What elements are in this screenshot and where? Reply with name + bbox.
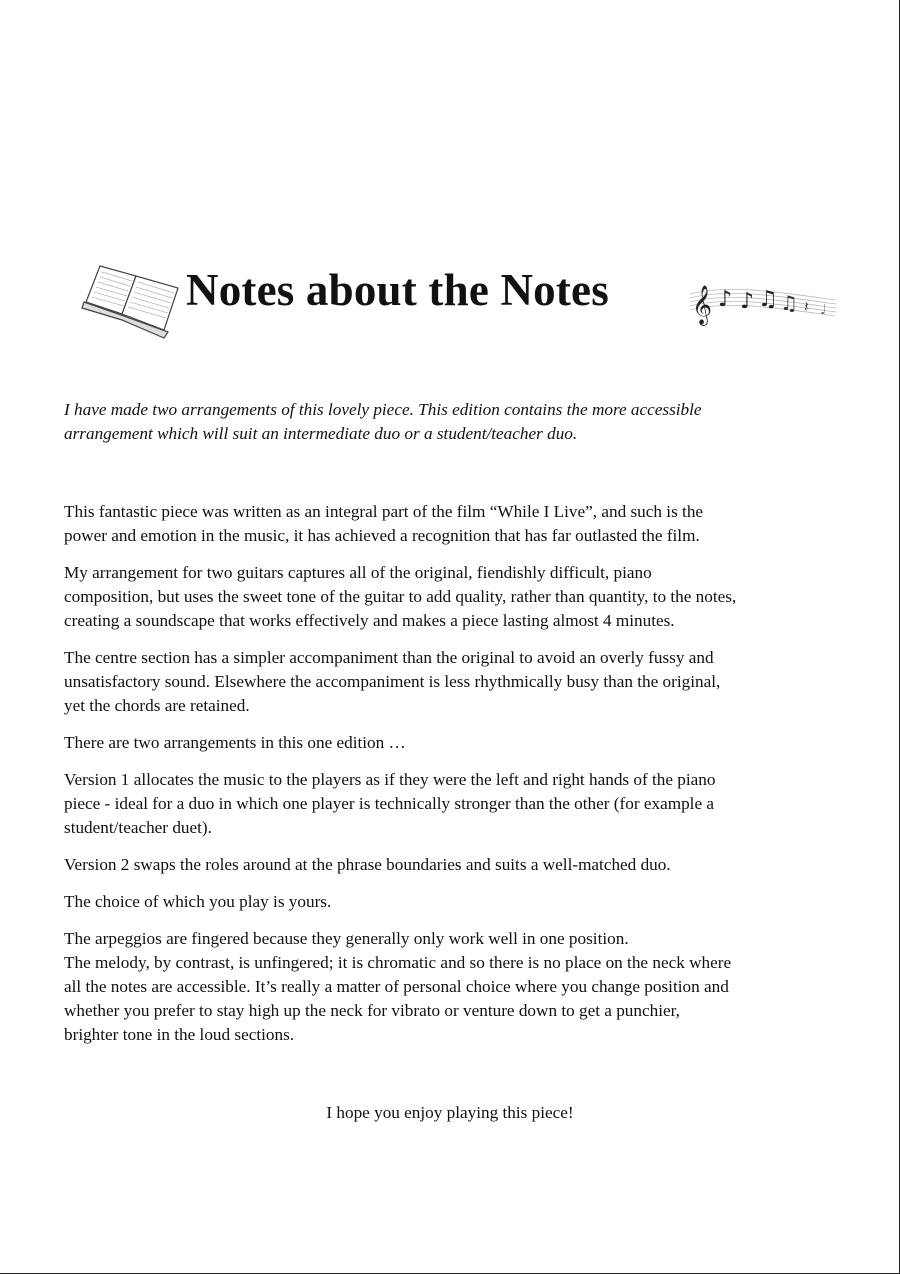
page-title: Notes about the Notes [186, 265, 609, 315]
intro-paragraph [64, 398, 844, 446]
paragraph-choice [64, 890, 854, 914]
intro-line: arrangement which will suit an intermediate duo or a student/teacher duo. [64, 424, 578, 443]
text-line: Version 2 swaps the roles around at the phrase boundaries and suits a well-matched duo. [64, 855, 671, 874]
text-line: power and emotion in the music, it has achieved a recognition that has far outlasted the film. [64, 526, 700, 545]
text-line: My arrangement for two guitars captures all of the original, fiendishly difficult, piano [64, 563, 652, 582]
text-line: brighter tone in the loud sections. [64, 1025, 295, 1044]
text-line: The choice of which you play is yours. [64, 892, 332, 911]
svg-text:♩: ♩ [820, 302, 827, 318]
intro-line: I have made two arrangements of this lovely piece. This edition contains the more accessible [64, 400, 702, 419]
text-line: The arpeggios are fingered because they generally only work well in one position. [64, 929, 629, 948]
page-header [78, 256, 838, 348]
svg-text:♪: ♪ [740, 289, 755, 314]
svg-text:𝄽: 𝄽 [804, 297, 809, 316]
text-line: composition, but uses the sweet tone of the guitar to add quality, rather than quantity, to the notes, [64, 587, 737, 606]
text-line: creating a soundscape that works effectively and makes a piece lasting almost 4 minutes. [64, 611, 675, 630]
text-line: The melody, by contrast, is unfingered; it is chromatic and so there is no place on the neck where [64, 953, 732, 972]
text-line: This fantastic piece was written as an integral part of the film “While I Live”, and such is the [64, 502, 704, 521]
text-line: yet the chords are retained. [64, 696, 250, 715]
text-line: Version 1 allocates the music to the players as if they were the left and right hands of the piano [64, 770, 716, 789]
closing-line: I hope you enjoy playing this piece! [326, 1103, 574, 1122]
text-line: piece - ideal for a duo in which one player is technically stronger than the other (for example a [64, 794, 715, 813]
text-line: unsatisfactory sound. Elsewhere the accompaniment is less rhythmically busy than the original, [64, 672, 721, 691]
paragraph-centre-section [64, 646, 854, 718]
music-notes-icon [688, 266, 838, 328]
paragraph-version-1 [64, 768, 854, 840]
text-line: student/teacher duet). [64, 818, 212, 837]
text-line: all the notes are accessible. It’s really a matter of personal choice where you change position and [64, 977, 729, 996]
paragraph-version-2 [64, 853, 854, 877]
paragraph-film [64, 500, 854, 548]
paragraph-fingering [64, 927, 854, 1047]
svg-text:𝄞: 𝄞 [692, 285, 713, 325]
paragraph-arrangement [64, 561, 854, 633]
text-line: There are two arrangements in this one edition … [64, 733, 406, 752]
paragraph-two-arrangements [64, 731, 854, 755]
svg-text:♪: ♪ [718, 287, 733, 312]
text-line: The centre section has a simpler accompaniment than the original to avoid an overly fussy and [64, 648, 714, 667]
text-line: whether you prefer to stay high up the neck for vibrato or venture down to get a punchier, [64, 1001, 680, 1020]
svg-text:♫: ♫ [780, 291, 798, 315]
body-text [64, 500, 854, 1060]
svg-text:♫: ♫ [758, 287, 778, 312]
open-book-icon [78, 258, 186, 346]
